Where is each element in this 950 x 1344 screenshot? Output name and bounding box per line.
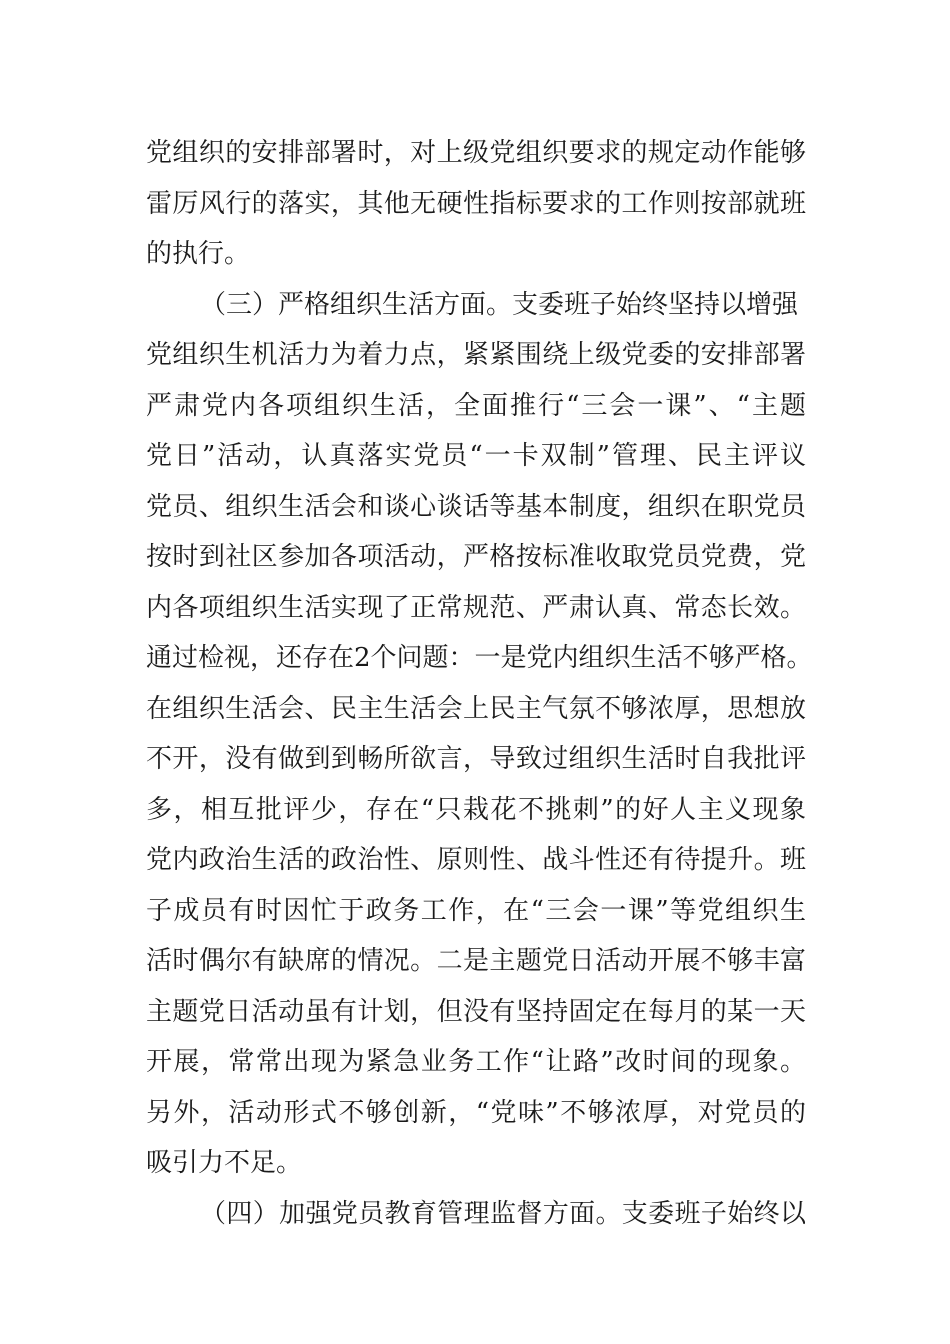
section-heading-line: （四）加强党员教育管理监督方面。支委班子始终以 — [200, 1199, 806, 1229]
text-line: 党组织的安排部署时，对上级党组织要求的规定动作能够 — [146, 138, 806, 168]
text-line: 党内政治生活的政治性、原则性、战斗性还有待提升。班 — [146, 845, 806, 875]
section-heading-line: （三）严格组织生活方面。支委班子始终坚持以增强 — [200, 290, 799, 320]
text-line: 党组织生机活力为着力点，紧紧围绕上级党委的安排部署 — [146, 340, 806, 370]
text-line: 严肃党内各项组织生活，全面推行“三会一课”、“主题 — [146, 391, 806, 421]
text-line: 吸引力不足。 — [146, 1148, 303, 1178]
text-line: 的执行。 — [146, 239, 251, 269]
text-line: 通过检视，还存在2个问题：一是党内组织生活不够严格。 — [146, 643, 813, 673]
text-line: 雷厉风行的落实，其他无硬性指标要求的工作则按部就班 — [146, 189, 806, 219]
text-line: 在组织生活会、民主生活会上民主气氛不够浓厚，思想放 — [146, 694, 806, 724]
text-line: 子成员有时因忙于政务工作，在“三会一课”等党组织生 — [146, 896, 806, 926]
text-line: 不开，没有做到到畅所欲言，导致过组织生活时自我批评 — [146, 744, 806, 774]
text-line: 党日”活动，认真落实党员“一卡双制”管理、民主评议 — [146, 441, 806, 471]
text-line: 开展，常常出现为紧急业务工作“让路”改时间的现象。 — [146, 1047, 806, 1077]
text-line: 另外，活动形式不够创新，“党味”不够浓厚，对党员的 — [146, 1098, 806, 1128]
text-line: 多，相互批评少，存在“只栽花不挑刺”的好人主义现象 — [146, 795, 806, 825]
text-line: 按时到社区参加各项活动，严格按标准收取党员党费，党 — [146, 542, 806, 572]
text-line: 党员、组织生活会和谈心谈话等基本制度，组织在职党员 — [146, 492, 806, 522]
text-line: 活时偶尔有缺席的情况。二是主题党日活动开展不够丰富 — [146, 946, 806, 976]
text-line: 主题党日活动虽有计划，但没有坚持固定在每月的某一天 — [146, 997, 806, 1027]
text-line: 内各项组织生活实现了正常规范、严肃认真、常态长效。 — [146, 593, 806, 623]
